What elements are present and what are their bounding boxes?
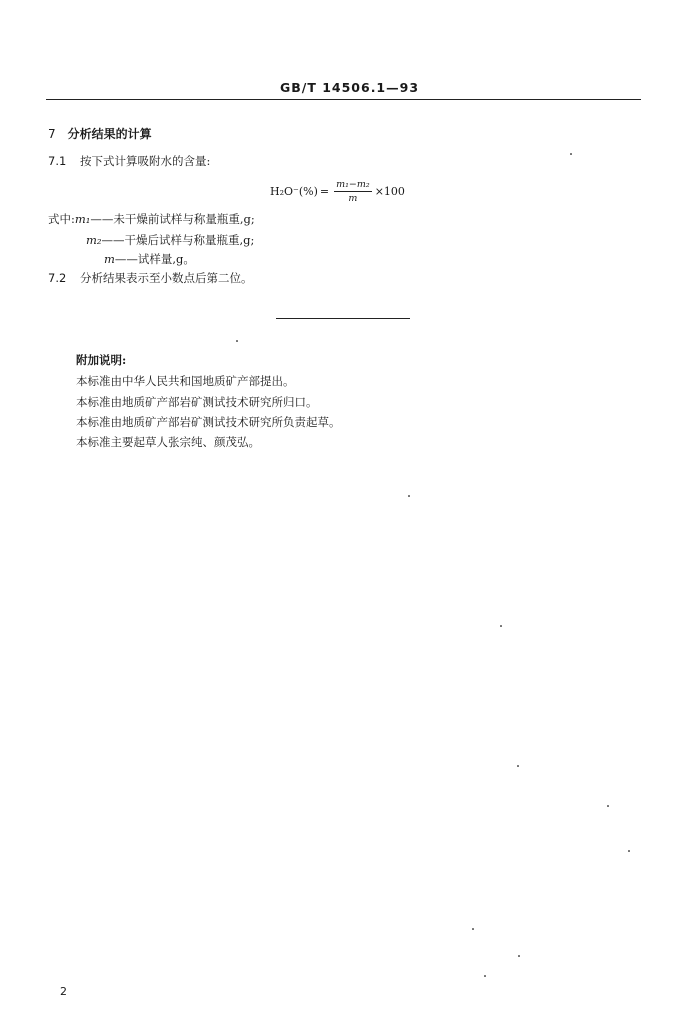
clause-text: 按下式计算吸附水的含量: (80, 154, 211, 168)
section-heading (48, 125, 152, 142)
clause-7-2 (48, 270, 253, 286)
scan-speck (472, 928, 474, 930)
formula-lhs: H₂O⁻(%) (270, 184, 318, 198)
clause-number: 7.2 (48, 271, 67, 285)
additional-notes-title: 附加说明: (76, 353, 127, 367)
scan-speck (408, 495, 410, 497)
scan-speck (484, 975, 486, 977)
moisture-formula (270, 176, 405, 206)
scan-speck (570, 153, 572, 155)
formula-denominator: m (348, 192, 358, 204)
where-symbol: m₂ (86, 233, 102, 247)
scan-speck (517, 765, 519, 767)
formula-multiplier: ×100 (374, 184, 405, 198)
where-description: 试样量,g。 (137, 252, 195, 266)
scan-speck (607, 805, 609, 807)
formula-equals: = (319, 184, 330, 198)
scan-speck (518, 955, 520, 957)
section-title: 分析结果的计算 (67, 127, 152, 141)
scan-speck (500, 625, 502, 627)
where-line-1 (48, 211, 255, 227)
additional-note-line: 本标准主要起草人张宗纯、颜茂弘。 (76, 435, 260, 449)
clause-text: 分析结果表示至小数点后第二位。 (80, 271, 253, 285)
where-dash: —— (90, 212, 114, 226)
clause-7-1 (48, 153, 210, 169)
formula-fraction (334, 179, 372, 204)
end-of-text-rule (276, 318, 410, 319)
additional-note-line: 本标准由地质矿产部岩矿测试技术研究所负责起草。 (76, 415, 341, 429)
where-description: 干燥后试样与称量瓶重,g; (124, 233, 255, 247)
clause-number: 7.1 (48, 154, 67, 168)
where-description: 未干燥前试样与称量瓶重,g; (113, 212, 255, 226)
where-symbol: m (104, 252, 115, 266)
section-number: 7 (48, 127, 56, 141)
standard-code-header: GB/T 14506.1—93 (279, 80, 420, 95)
scan-speck (236, 340, 238, 342)
scan-speck (628, 850, 630, 852)
page-number: 2 (60, 985, 67, 998)
formula-numerator: m₁−m₂ (336, 178, 370, 190)
where-dash: —— (114, 252, 138, 266)
additional-note-line: 本标准由中华人民共和国地质矿产部提出。 (76, 374, 295, 388)
where-intro: 式中: (48, 212, 75, 226)
additional-note-line: 本标准由地质矿产部岩矿测试技术研究所归口。 (76, 395, 318, 409)
where-line-2 (86, 232, 254, 248)
where-line-3 (104, 251, 195, 267)
header-rule (46, 99, 641, 100)
where-dash: —— (101, 233, 125, 247)
where-symbol: m₁ (74, 212, 91, 226)
